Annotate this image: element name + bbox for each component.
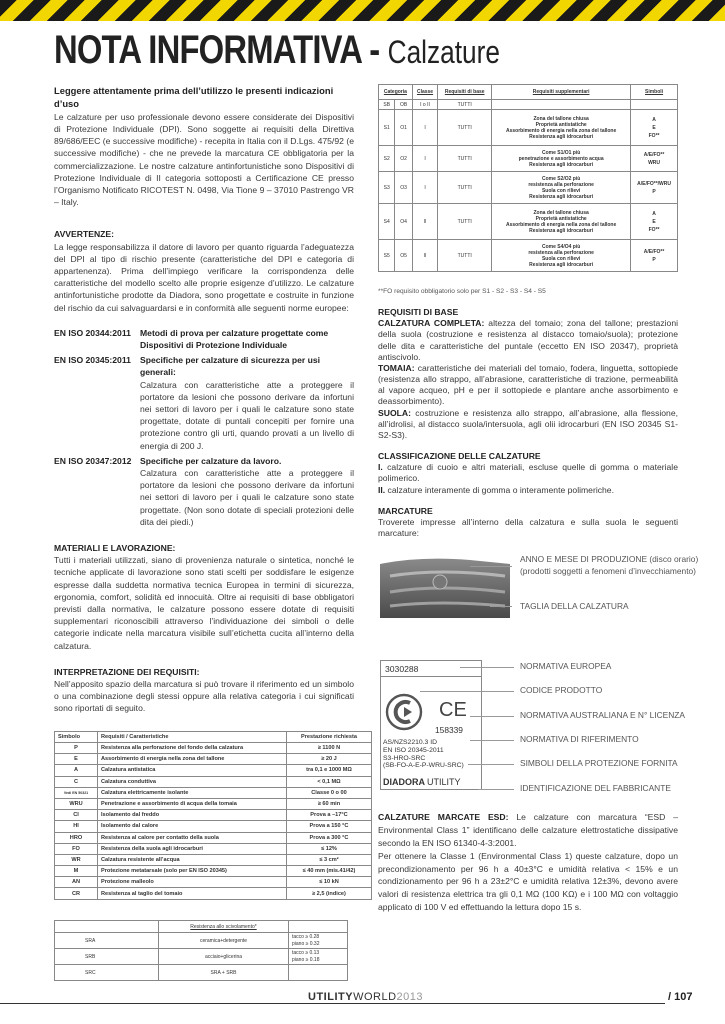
- symbol-code: CR: [55, 888, 98, 899]
- req-supp: Come S2/O2 più resistenza alla perforazione Suola con rilievi Resistenza agli idrocarburi: [492, 172, 631, 204]
- symbol-performance: ≥ 2,5 (indice): [287, 888, 372, 899]
- req-header-category: Categoria: [379, 85, 413, 100]
- page-title: [54, 28, 500, 73]
- req-subhead-sb: SB: [379, 100, 395, 110]
- callout-line: [470, 740, 514, 741]
- symbol-performance: Classe 0 o 00: [287, 787, 372, 798]
- callout-line: [478, 789, 514, 790]
- req-sb: S2: [379, 146, 395, 172]
- tag-line: S3-HRO-SRC: [383, 754, 426, 762]
- symbol-row: [55, 798, 372, 809]
- req-base: TUTTI: [438, 240, 492, 272]
- tag-callout-label: SIMBOLI DELLA PROTEZIONE FORNITA: [520, 758, 678, 768]
- req-base: TUTTI: [438, 146, 492, 172]
- req-subhead-base: TUTTI: [438, 100, 492, 110]
- symbol-performance: < 0,1 MΩ: [287, 776, 372, 787]
- standards-list: [54, 327, 354, 528]
- req-symbols: A E FO**: [631, 204, 678, 240]
- symbol-requirement: Calzatura elettricamente isolante: [98, 787, 287, 798]
- callout-line: [470, 716, 514, 717]
- req-header-base: Requisiti di base: [438, 85, 492, 100]
- avvertenze-text: La legge responsabilizza il datore di lavoro per quanto riguarda l’adeguatezza del DPI al tipo di rischio presente (caratteristiche del DPI e categoria di appartenenza). Prima dell’impiego verificare la corrispondenza delle caratteristiche del modello scelto alle proprie esigenze d’utilizzo. Le calzature antinfortunistiche prodotte da Diadora, sono progettate e costruite in funzione del rischio da cui salvaguardarsi e in conformità alle seguenti norme europee:: [54, 241, 354, 313]
- symbol-row: [55, 832, 372, 843]
- req-symbols: A/E/FO** WRU: [631, 146, 678, 172]
- req-header-class: Classe: [412, 85, 437, 100]
- symbol-row: [55, 888, 372, 899]
- tag-line: EN ISO 20345-2011: [383, 746, 444, 754]
- symbol-performance: ≥ 1100 N: [287, 743, 372, 754]
- tag-callout-label: NORMATIVA EUROPEA: [520, 661, 612, 671]
- symbol-performance: Prova a 150 °C: [287, 821, 372, 832]
- symbol-performance: ≤ 12%: [287, 843, 372, 854]
- marc-text: Troverete impresse all’interno della calzatura e sulla suola le seguenti marcature:: [378, 516, 678, 539]
- req-note: **FO requisito obbligatorio solo per S1 - S2 - S3 - S4 - S5: [378, 288, 546, 295]
- req-class: I: [412, 146, 437, 172]
- req-ob: O2: [395, 146, 412, 172]
- symbol-code: AN: [55, 877, 98, 888]
- class-ii-text: calzature interamente di gomma o interamente polimeriche.: [385, 484, 614, 495]
- symbol-requirement: Calzatura antistatica: [98, 765, 287, 776]
- interpretazione-title: INTERPRETAZIONE DEI REQUISITI:: [54, 666, 200, 677]
- symbol-requirement: Resistenza al taglio del tomaio: [98, 888, 287, 899]
- esd-label: CALZATURE MARCATE ESD:: [378, 812, 509, 822]
- symbol-row: [55, 810, 372, 821]
- req-base: TUTTI: [438, 110, 492, 146]
- class-ii-label: II.: [378, 484, 386, 495]
- symbol-requirement: Calzatura resistente all’acqua: [98, 854, 287, 865]
- tag-brand: DIADORA UTILITY: [383, 777, 461, 787]
- tag-number: 158339: [435, 725, 463, 735]
- class-i-text: calzature di cuoio e altri materiali, escluse quelle di gomma o materiale polimerico.: [378, 462, 678, 484]
- symbol-requirement: Protezione malleolo: [98, 877, 287, 888]
- marc-title: MARCATURE: [378, 505, 433, 516]
- symbol-performance: ≥ 60 min: [287, 798, 372, 809]
- req-supp: Zona del tallone chiusa Proprietà antistatiche Assorbimento di energia nella zona del tallone Resistenza agli idrocarburi: [492, 110, 631, 146]
- slip-header: Resistenza allo scivolamento*: [159, 921, 289, 933]
- symbol-code: WR: [55, 854, 98, 865]
- symbol-row: [55, 877, 372, 888]
- symbol-performance: ≤ 10 kN: [287, 877, 372, 888]
- symbol-performance: Prova a 300 °C: [287, 832, 372, 843]
- req-ob: O5: [395, 240, 412, 272]
- standard-desc: Calzatura con caratteristiche atte a proteggere il portatore da lesioni che possono derivare da infortuni nei settori di lavoro per i quali le calzature sono state progettate, dotate di puntali concepiti per fornire una protezione contro gli urti, quando provati a un livello di energia di 200 J.: [140, 379, 354, 451]
- calzatura-label: CALZATURA COMPLETA:: [378, 318, 485, 329]
- sym-header-req: Requisiti / Caratteristiche: [98, 732, 287, 743]
- tag-line: AS/NZS2210.3 ID: [383, 739, 438, 746]
- slip-symbol: SRC: [55, 965, 159, 981]
- class-i-label: I.: [378, 462, 383, 473]
- symbol-performance: Prova a –17°C: [287, 810, 372, 821]
- symbol-row: [55, 787, 372, 798]
- standard-title: Metodi di prova per calzature progettate come Dispositivi di Protezione Individuale: [140, 327, 329, 350]
- standard-code: EN ISO 20347:2012: [54, 455, 132, 466]
- symbol-row: [55, 843, 372, 854]
- esd-section: [378, 811, 678, 914]
- tag-callout-label: NORMATIVA DI RIFERIMENTO: [520, 734, 639, 744]
- req-row: [379, 146, 678, 172]
- req-symbols: A/E/FO** P: [631, 240, 678, 272]
- sole-label-production: ANNO E MESE DI PRODUZIONE (disco orario): [520, 554, 699, 564]
- tag-line: (SB-FO-A-E-P-WRU-SRC): [383, 762, 464, 770]
- req-symbols: A E FO**: [631, 110, 678, 146]
- esd-text-2: Per ottenere la Classe 1 (Environmental Class 1) queste calzature, dopo un precondizionamento per 96 h a 40±3°C e umidità relativa < 15% e un condizionamento per 96 h a 23±2°C e umidità relativa 12±3%, devono avere valori di resistenza elettrica tra gli 0,1 MΩ (100 KΩ) e i 100 MΩ con voltaggio applicato di 100 V ed effettuando la lettura dopo 15 s.: [378, 850, 678, 913]
- symbol-code: M: [55, 866, 98, 877]
- req-class: I: [412, 172, 437, 204]
- right-column: [378, 307, 678, 539]
- suola-label: SUOLA:: [378, 407, 411, 418]
- req-header-supp: Requisiti supplementari: [492, 85, 631, 100]
- req-ob: O1: [395, 110, 412, 146]
- req-ob: O4: [395, 204, 412, 240]
- symbol-requirement: Penetrazione e assorbimento di acqua della tomaia: [98, 798, 287, 809]
- symbol-code: E: [55, 754, 98, 765]
- footer-brand: UTILITYWORLD2013: [308, 991, 423, 1003]
- tag-callout-label: CODICE PRODOTTO: [520, 685, 603, 695]
- title-main: NOTA INFORMATIVA -: [54, 28, 388, 72]
- slip-symbol: SRA: [55, 933, 159, 949]
- req-ob: O3: [395, 172, 412, 204]
- tomaia-text: caratteristiche dei materiali del tomaio, fodera, linguetta, sottopiede (resistenza allo strappo, all’abrasione, caratteristiche di trazione, permeabilità al vapore acqueo, pH e per il sottopiede e plantare anche assorbimento e deassorbimento).: [378, 362, 678, 407]
- symbol-performance: ≤ 40 mm (mis.41/42): [287, 866, 372, 877]
- symbol-code: C: [55, 776, 98, 787]
- esd-text: Le calzature con marcatura “ESD – Environmental Class 1” identificano delle calzature elettrostatiche dissipative secondo la EN ISO 61340-4-3:2001.: [378, 812, 678, 848]
- req-row: [379, 110, 678, 146]
- slip-row: [55, 933, 348, 949]
- req-class: I: [412, 110, 437, 146]
- req-sb: S3: [379, 172, 395, 204]
- req-header-symbols: Simboli: [631, 85, 678, 100]
- symbol-code: FO: [55, 843, 98, 854]
- tag-lines: [383, 739, 464, 770]
- standard-code: EN ISO 20344:2011: [54, 327, 131, 338]
- symbol-code: CI: [55, 810, 98, 821]
- standard-title: Specifiche per calzature da lavoro.: [140, 455, 282, 466]
- ce-mark-icon: CE: [439, 699, 467, 721]
- symbol-code: WRU: [55, 798, 98, 809]
- req-subhead-ob: OB: [395, 100, 412, 110]
- suola-text: costruzione e resistenza allo strappo, all’abrasione, alla flessione, all’idrolisi, al distacco suola/intersuola, agli olii idrocarburi (EN ISO 20345 S1-S2-S3).: [378, 407, 678, 440]
- req-base: TUTTI: [438, 172, 492, 204]
- standard-code: EN ISO 20345:2011: [54, 355, 131, 366]
- symbol-requirement: Isolamento dal calore: [98, 821, 287, 832]
- footer-rule: [0, 1003, 665, 1004]
- sym-header-symbol: Simbolo: [55, 732, 98, 743]
- lead-title: Leggere attentamente prima dell’utilizzo le presenti indicazioni d’uso: [54, 85, 334, 110]
- req-row: [379, 204, 678, 240]
- symbol-code: HI: [55, 821, 98, 832]
- callout-line: [460, 667, 514, 668]
- req-sb: S4: [379, 204, 395, 240]
- sole-label-size: TAGLIA DELLA CALZATURA: [520, 601, 629, 611]
- symbol-requirement: Resistenza al calore per contatto della suola: [98, 832, 287, 843]
- slip-desc: acciaio+glicerina: [159, 949, 289, 965]
- page-number: / 107: [668, 991, 693, 1003]
- symbols-table: [54, 731, 372, 900]
- symbol-requirement: Resistenza alla perforazione del fondo della calzatura: [98, 743, 287, 754]
- symbol-requirement: Protezione metatarsale (solo per EN ISO 20345): [98, 866, 287, 877]
- symbol-requirement: Calzatura conduttiva: [98, 776, 287, 787]
- calzatura-text: altezza del tomaio; zona del tallone; prestazioni della suola (costruzione e resistenza al distacco tomaio/suola); protezione delle dita e caratteristiche del puntale (eccetto EN ISO 20347), proprietà antiscivolo.: [378, 318, 679, 362]
- rcm-logo-icon: [385, 693, 423, 731]
- slip-value: tacco ≥ 0.13 piano ≥ 0.18: [289, 949, 348, 965]
- req-class: II: [412, 204, 437, 240]
- symbol-row: [55, 866, 372, 877]
- req-row: [379, 240, 678, 272]
- title-sub: Calzature: [387, 34, 500, 70]
- standard-desc: Calzatura con caratteristiche atte a proteggere il portatore da lesioni che possono derivare da infortuni nei settori di lavoro per i quali le calzature sono state progettate. (Non sono dotate di speciali protezioni delle dita dei piedi.): [140, 467, 354, 527]
- symbol-row: [55, 854, 372, 865]
- tag-product-code: 3030288: [381, 661, 481, 677]
- symbol-performance: ≤ 3 cm²: [287, 854, 372, 865]
- symbol-row: [55, 743, 372, 754]
- base-title: REQUISITI DI BASE: [378, 307, 459, 317]
- req-supp: Zona del tallone chiusa Proprietà antistatiche Assorbimento di energia nella zona del tallone Resistenza agli idrocarburi: [492, 204, 631, 240]
- symbol-code: A: [55, 765, 98, 776]
- interpretazione-text: Nell’apposito spazio della marcatura si può trovare il riferimento ed un simbolo o una combinazione degli stessi oppure alla relativa categoria i cui significati sono riportati di seguito.: [54, 679, 354, 714]
- sole-label-aging: (prodotti soggetti a fenomeni d’invecchiamento): [520, 566, 696, 576]
- avvertenze-title: AVVERTENZE:: [54, 229, 115, 240]
- req-symbols: A/E/FO**/WRU P: [631, 172, 678, 204]
- req-row: [379, 172, 678, 204]
- tag-callout-label: IDENTIFICAZIONE DEL FABBRICANTE: [520, 783, 671, 793]
- req-supp: Come S4/O4 più resistenza alla perforazione Suola con rilievi Resistenza agli idrocarburi: [492, 240, 631, 272]
- materiali-title: MATERIALI E LAVORAZIONE:: [54, 542, 176, 553]
- symbol-row: [55, 821, 372, 832]
- slip-row: [55, 965, 348, 981]
- materiali-text: Tutti i materiali utilizzati, siano di provenienza naturale o sintetica, nonché le tecniche applicate di lavorazione sono stati scelti per soddisfare le esigenze espresse dalla suddetta normativa tecnica Europea in termini di sicurezza, ergonomia, comfort, solidità ed innocuità. Oltre ai requisiti di base obbligatori previsti dalla normativa, le calzature possono essere dotate di requisiti supplementari riconoscibili attraverso l’individuazione dei simboli o delle categorie indicate nella marcatura visibile sull’etichetta cucita all’interno della calzatura.: [54, 555, 354, 651]
- symbol-row: [55, 754, 372, 765]
- left-column: [54, 84, 354, 715]
- symbol-code: Vedi EN 50321: [55, 787, 98, 798]
- slip-resistance-table: [54, 920, 348, 981]
- req-class: II: [412, 240, 437, 272]
- slip-row: [55, 949, 348, 965]
- tag-callout-label: NORMATIVA AUSTRALIANA E N° LICENZA: [520, 710, 685, 720]
- slip-symbol: SRB: [55, 949, 159, 965]
- slip-value: [289, 965, 348, 981]
- slip-desc: SRA + SRB: [159, 965, 289, 981]
- product-label-tag: [380, 660, 482, 790]
- symbol-code: HRO: [55, 832, 98, 843]
- hazard-stripe-bar: [0, 0, 725, 21]
- standard-item: [54, 327, 354, 351]
- symbol-requirement: Isolamento dal freddo: [98, 810, 287, 821]
- symbol-requirement: Resistenza della suola agli idrocarburi: [98, 843, 287, 854]
- req-sb: S1: [379, 110, 395, 146]
- lead-text: Le calzature per uso professionale devono essere considerate dei Dispositivi di Protezione Individuale (DPI). Sono soggette ai requisiti della Direttiva 89/686/EEC (e successive modifiche) - recepita in Italia con il D.Lgs. 475/92 (e successive modifiche) - che ne prevede la marcatura CE obbligatoria per la commercializzazione. Le nostre calzature antinfortunistiche sono Dispositivi di Protezione Individuale di II categoria sottoposti a Certificazione CE presso l’Organismo Notificato RICOTEST N. 0498, Via Tione 9 – 37010 Pastrengo VR – Italy.: [54, 111, 354, 208]
- symbol-requirement: Assorbimento di energia nella zona del tallone: [98, 754, 287, 765]
- symbol-code: P: [55, 743, 98, 754]
- tomaia-label: TOMAIA:: [378, 362, 415, 373]
- req-subhead-class: I o II: [412, 100, 437, 110]
- req-supp: Come S1/O1 più penetrazione e assorbimento acqua Resistenza agli idrocarburi: [492, 146, 631, 172]
- sym-header-perf: Prestazione richiesta: [287, 732, 372, 743]
- standard-title: Specifiche per calzature di sicurezza per usi generali:: [140, 355, 321, 378]
- standard-item: [54, 354, 354, 452]
- standard-item: [54, 455, 354, 528]
- class-title: CLASSIFICAZIONE DELLE CALZATURE: [378, 451, 541, 462]
- slip-value: tacco ≥ 0.28 piano ≥ 0.32: [289, 933, 348, 949]
- req-sb: S5: [379, 240, 395, 272]
- symbol-performance: tra 0,1 e 1000 MΩ: [287, 765, 372, 776]
- callout-line: [468, 764, 514, 765]
- symbol-row: [55, 765, 372, 776]
- callout-line: [420, 691, 514, 692]
- slip-desc: ceramica+detergente: [159, 933, 289, 949]
- symbol-row: [55, 776, 372, 787]
- req-base: TUTTI: [438, 204, 492, 240]
- symbol-performance: ≥ 20 J: [287, 754, 372, 765]
- requirements-table: [378, 84, 678, 272]
